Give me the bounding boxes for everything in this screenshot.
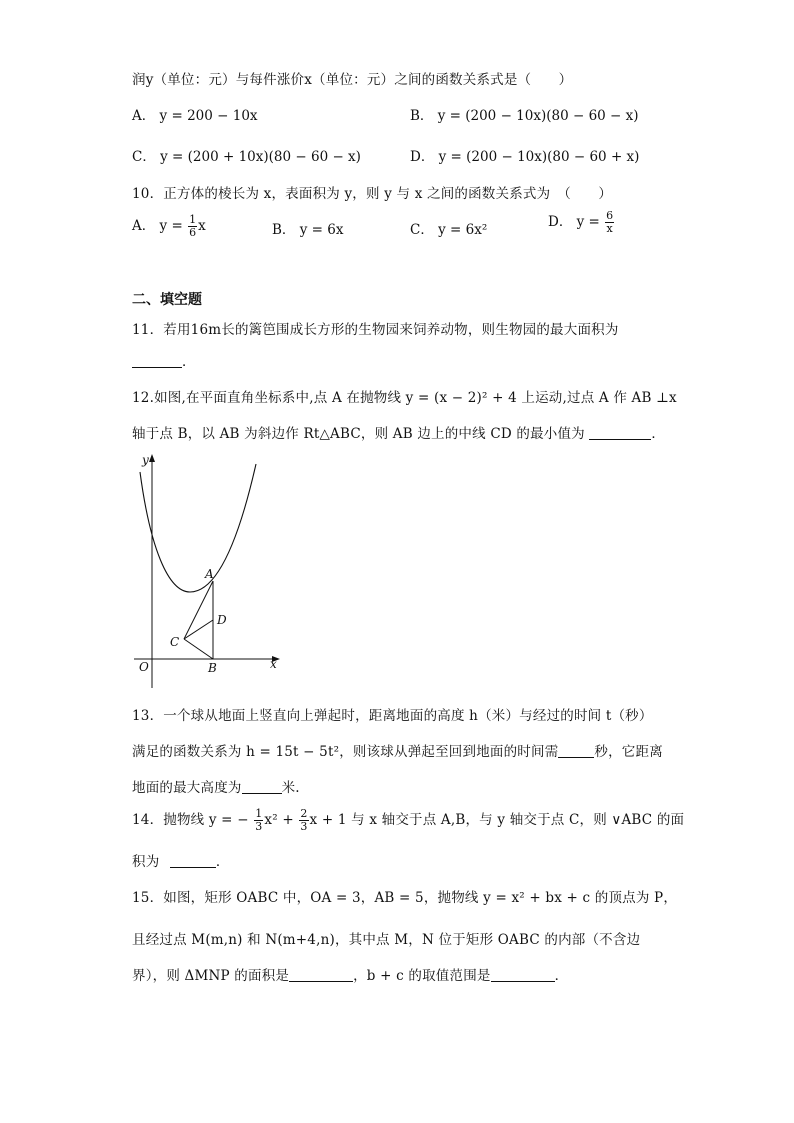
option-label: A． <box>132 218 156 234</box>
fraction <box>299 808 308 833</box>
parabola-figure <box>128 452 288 692</box>
option-label: D． <box>410 149 435 165</box>
fraction-denominator: 6 <box>189 226 197 239</box>
fraction-numerator: 2 <box>300 807 308 820</box>
segment-cb <box>184 639 213 659</box>
punctuation: ． <box>182 354 196 370</box>
answer-blank[interactable] <box>289 969 353 982</box>
point-d-label: D <box>217 613 227 627</box>
q9-stem: 润y（单位：元）与每件涨价x（单位：元）之间的函数关系式是（ ） <box>132 72 573 88</box>
option-label: B． <box>272 222 296 238</box>
option-label: A． <box>132 108 156 124</box>
q9-option-c <box>132 145 361 165</box>
q11-line1: 11．若用16m长的篱笆围成长方形的生物园来饲养动物，则生物园的最大面积为 <box>132 322 619 338</box>
answer-blank[interactable] <box>242 781 282 794</box>
question-text: 14．抛物线 y = − <box>132 812 249 828</box>
question-text: ，b + c 的取值范围是 <box>353 968 491 984</box>
fraction <box>605 210 614 235</box>
answer-blank[interactable] <box>170 855 216 868</box>
section-title: 二、填空题 <box>132 292 202 308</box>
question-text: x² + <box>264 812 294 828</box>
fraction <box>254 808 263 833</box>
fraction-denominator: 3 <box>255 820 263 833</box>
question-text: 满足的函数关系为 h = 15t − 5t²，则该球从弹起至回到地面的时间需 <box>132 744 559 760</box>
parabola-curve <box>140 464 256 592</box>
question-text: 米. <box>281 780 300 796</box>
question-text: 界），则 ΔMNP 的面积是 <box>132 968 290 984</box>
q15-line1: 15．如图，矩形 OABC 中，OA = 3，AB = 5，抛物线 y = x² + bx + c 的顶点为 P， <box>132 890 678 906</box>
q13-line2 <box>132 740 663 760</box>
fraction-denominator: x <box>606 222 613 235</box>
option-label: D． <box>548 214 573 230</box>
fraction-numerator: 1 <box>189 213 197 226</box>
question-text: 轴于点 B，以 AB 为斜边作 Rt△ABC，则 AB 边上的中线 CD 的最小值为 <box>132 426 585 442</box>
option-expression: y = 6x² <box>438 222 488 238</box>
point-c-label: C <box>170 635 180 649</box>
fraction-denominator: 3 <box>300 820 308 833</box>
option-expression: y = <box>159 218 183 234</box>
option-label: B． <box>410 108 434 124</box>
q10-option-d <box>548 210 615 235</box>
option-label: C． <box>410 222 434 238</box>
q11-line2 <box>132 350 196 370</box>
answer-blank[interactable] <box>491 969 555 982</box>
question-text: 积为 <box>132 854 160 870</box>
q10-option-a <box>132 214 206 239</box>
fraction-numerator: 6 <box>606 209 614 222</box>
option-expression: y = 6x <box>299 222 344 238</box>
q12-line1: 12.如图,在平面直角坐标系中,点 A 在抛物线 y = (x − 2)² + 4 上运动,过点 A 作 AB ⊥x <box>132 390 677 406</box>
q12-line2 <box>132 422 665 442</box>
question-text: 地面的最大高度为 <box>132 780 242 796</box>
q10-option-c <box>410 218 487 238</box>
punctuation: ． <box>651 426 666 442</box>
point-b-label: B <box>208 661 217 675</box>
point-a-label: A <box>205 567 214 581</box>
q15-line3 <box>132 964 568 984</box>
y-axis-label: y <box>142 453 149 467</box>
origin-label: O <box>139 660 149 674</box>
q9-option-b <box>410 104 639 124</box>
option-expression: y = <box>576 214 600 230</box>
option-expression: y = 200 − 10x <box>159 108 258 124</box>
q10-option-b <box>272 218 343 238</box>
question-text: x + 1 与 x 轴交于点 A,B，与 y 轴交于点 C，则 ∨ABC 的面 <box>309 812 685 828</box>
q13-line1: 13．一个球从地面上竖直向上弹起时，距离地面的高度 h（米）与经过的时间 t（秒） <box>132 708 653 724</box>
q13-line3 <box>132 776 300 796</box>
option-expression: x <box>198 218 206 234</box>
answer-blank[interactable] <box>558 745 594 758</box>
fraction-numerator: 1 <box>255 807 263 820</box>
q10-stem: 10．正方体的棱长为 x，表面积为 y，则 y 与 x 之间的函数关系式为 （ ） <box>132 186 613 202</box>
option-expression: y = (200 − 10x)(80 − 60 + x) <box>438 149 640 165</box>
q9-option-a <box>132 104 258 124</box>
question-text: 秒，它距离 <box>594 744 663 760</box>
x-axis-label: x <box>270 657 277 671</box>
option-label: C． <box>132 149 156 165</box>
y-axis-arrow <box>149 454 155 462</box>
fraction <box>188 214 197 239</box>
option-expression: y = (200 + 10x)(80 − 60 − x) <box>160 149 361 165</box>
q9-option-d <box>410 145 639 165</box>
q14-line2 <box>132 850 230 870</box>
punctuation: ． <box>554 968 569 984</box>
q15-line2: 且经过点 M(m,n) 和 N(m+4,n)，其中点 M，N 位于矩形 OABC 的内部（不含边 <box>132 932 641 948</box>
answer-blank[interactable] <box>589 427 651 440</box>
answer-blank[interactable] <box>132 355 182 368</box>
q14-line1 <box>132 808 684 833</box>
punctuation: ． <box>215 854 230 870</box>
option-expression: y = (200 − 10x)(80 − 60 − x) <box>437 108 639 124</box>
